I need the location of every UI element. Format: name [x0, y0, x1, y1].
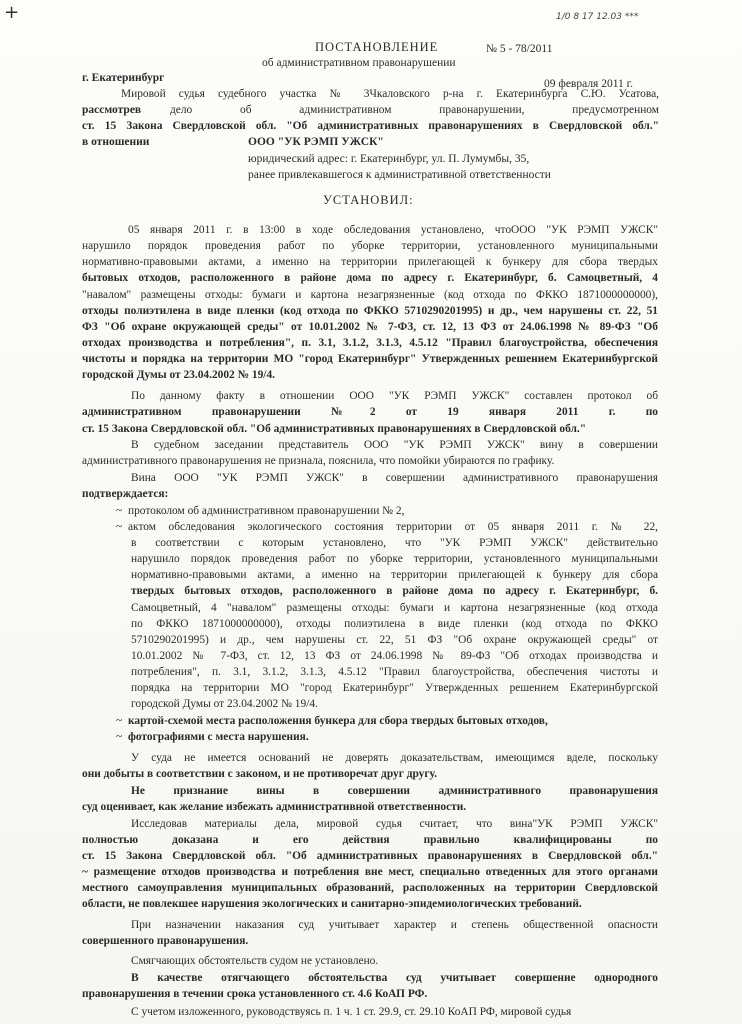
intro-regarding: в отношении: [82, 136, 150, 148]
p7-line: полностью доказана и его действия правильно квалифицированы по: [82, 834, 658, 846]
p10-line: В качестве отягчающего обстоятельства суд учитывает совершение однородного: [131, 972, 658, 984]
p1-line: бытовых отходов, расположенного в районе дома по адресу г. Екатеринбург, б. Самоцветный, 4: [82, 272, 658, 284]
p7-line: местного самоуправления муниципальных образований, расположенных на территории Свердловской: [82, 882, 658, 894]
p8-line: совершенного правонарушения.: [82, 935, 249, 947]
p1-line: отходы полиэтилена в виде пленки (код отхода по ФККО 5710290201995) и др., чем нарушены ст. 22, 51: [82, 305, 658, 317]
p2-line: административном правонарушении №2 от 19 января 2011 г. по: [82, 406, 658, 418]
p1-line: нормативно-правовыми актами, а именно на территории прилегающей к бункеру для сбора твердых: [82, 256, 658, 268]
list-item-act-line: в соответствии с которым установлено, что "УК РЭМП УЖСК" действительно: [131, 537, 658, 549]
margin-cross-mark: +: [4, 2, 20, 23]
list-item-map: картой-схемой места расположения бункера для сбора твердых бытовых отходов,: [128, 715, 548, 727]
p1-line: ФЗ "Об охране окружающей среды" от 10.01.2002 № 7-ФЗ, ст. 12, 13 ФЗ от 24.06.1998 № 89-ФЗ "Об: [82, 321, 658, 333]
p1-line: 05 января 2011 г. в 13:00 в ходе обследования установлено, чтоООО "УК РЭМП УЖСК": [128, 224, 658, 236]
p2-line: ст. 15 Закона Свердловской обл. "Об административных правонарушениях в Свердловской обл.": [82, 423, 587, 435]
p1-line: городской Думы от 23.04.2002 № 19/4.: [82, 369, 275, 381]
list-item-protocol: протоколом об административном правонарушении № 2,: [128, 505, 405, 517]
p1-line: "навалом" размещены отходы: бумаги и картона незагрязненные (код отхода по ФККО 1871000000000),: [82, 289, 658, 301]
p7-line: ст. 15 Закона Свердловской обл. "Об административных правонарушениях в Свердловской обл.": [82, 850, 658, 862]
organization-address: юридический адрес: г. Екатеринбург, ул. П. Лумумбы, 35,: [248, 153, 530, 165]
p4-line: подтверждается:: [82, 488, 169, 500]
p7-line: ~ размещение отходов производства и потребления вне мест, специально отведенных для этого органами: [82, 866, 658, 878]
p1-line: отходах производства и потребления", п. 3.1, 3.1.2, 3.1.3, 4.5.12 "Правил благоустройства, обеспечения: [82, 337, 658, 349]
document-subtitle: об административном правонарушении: [262, 57, 456, 69]
p5-line: У суда не имеется оснований не доверять доказательствам, имеющимся вделе, поскольку: [131, 752, 658, 764]
p2-line: По данному факту в отношении ООО "УК РЭМП УЖСК" составлен протокол об: [131, 390, 658, 402]
list-item-act-line: нормативно-правовыми актами, а именно на территории прилегающей к бункеру для сбора: [131, 569, 658, 581]
p1-line: чистоты и порядка на территории МО "город Екатеринбург" Утвержденных решением Екатеринбургской: [82, 353, 658, 365]
p7-line: области, не повлекшее нарушения экологических и санитарно-эпидемиологических требований.: [82, 898, 582, 910]
p11-line: С учетом изложенного, руководствуясь п. 1 ч. 1 ст. 29.9, ст. 29.10 КоАП РФ, мировой судья: [131, 1006, 572, 1018]
list-item-photos: фотографиями с места нарушения.: [128, 731, 309, 743]
p7-line: Исследовав материалы дела, мировой судья считает, что вина"УК РЭМП УЖСК": [131, 818, 658, 830]
intro-line-1: Мировой судья судебного участка № 3Чкаловского р-на г. Екатеринбурга С.Ю. Усатова,: [121, 88, 659, 100]
list-item-act-line: твердых бытовых отходов, расположенного в районе дома по адресу г. Екатеринбург, б.: [131, 585, 658, 597]
organization-name: ООО "УК РЭМП УЖСК": [248, 136, 384, 148]
p5-line: они добыты в соответствии с законом, и не противоречат друг другу.: [82, 768, 437, 780]
city: г. Екатеринбург: [82, 72, 165, 84]
p3-line: В судебном заседании представитель ООО "УК РЭМП УЖСК" вину в совершении: [131, 439, 658, 451]
intro-considered: рассмотрев: [82, 104, 142, 116]
list-item-act-line: потребления", п. 3.1, 3.1.2, 3.1.3, 4.5.12 "Правил благоустройства, обеспечения чистоты и: [131, 666, 658, 678]
document-number: № 5 - 78/2011: [486, 43, 553, 55]
p9-line: Смягчающих обстоятельств судом не установлено.: [131, 955, 379, 967]
list-item-act-line: 10.01.2002 № 7-ФЗ, ст. 12, 13 ФЗ от 24.06.1998 № 89-ФЗ "Об отходах производства и: [131, 650, 658, 662]
p6-line: Не признание вины в совершении административного правонарушения: [131, 785, 658, 797]
list-item-act-line: Самоцветный, 4 "навалом" размещены отходы: бумаги и картона незагрязненные (код отхода: [131, 602, 658, 614]
intro-line-3: ст. 15 Закона Свердловской обл. "Об административных правонарушениях в Свердловской обл.": [82, 120, 659, 132]
p8-line: При назначении наказания суд учитывает характер и степень общественной опасности: [131, 919, 658, 931]
document-title: ПОСТАНОВЛЕНИЕ: [315, 40, 439, 54]
list-item-act-line: нарушило порядок проведения работ по уборке территории, установленного муниципальными: [131, 553, 658, 565]
list-item-act-line: порядка на территории МО "город Екатеринбург" Утвержденных решением Екатеринбургской: [131, 682, 658, 694]
list-item-act: актом обследования экологического состояния территории от 05 января 2011 г. № 22,: [128, 521, 658, 533]
handwritten-note: 1/0 8 17 12.03 ***: [556, 12, 639, 22]
p1-line: нарушило порядок проведения работ по уборке территории, установленного муниципальными: [82, 240, 658, 252]
p10-line: правонарушения в течении срока установленного ст. 4.6 КоАП РФ.: [82, 988, 428, 1000]
list-item-act-line: городской Думы от 23.04.2002 № 19/4.: [131, 698, 318, 710]
prior-liability: ранее привлекавшегося к административной ответственности: [248, 169, 551, 181]
list-item-act-line: по ФККО 1871000000000), отходы полиэтилена в виде пленки (код отхода по ФККО: [131, 618, 658, 630]
document-date: 09 февраля 2011 г.: [544, 78, 633, 90]
p6-line: суд оценивает, как желание избежать административной ответственности.: [82, 801, 467, 813]
p3-line: административного правонарушения не признала, пояснила, что помойки убираются по графику.: [82, 455, 555, 467]
p4-line: Вина ООО "УК РЭМП УЖСК" в совершении административного правонарушения: [131, 472, 658, 484]
document-page: + 1/0 8 17 12.03 *** ПОСТАНОВЛЕНИЕ № 5 - 78/2011 об административном правонарушении г. Екатеринбург 09 февраля 2011 г. Мировой судья судебного участка № 3Чкаловского р-на г. Екатеринбурга С.Ю. Усатова, рассмотрев дело об административном правонарушении, предусмотренном ст. 15 Закона Свердловской обл. "Об административных правонарушениях в Свердловской обл." в отношении ООО "УК РЭМП УЖСК" юридический адрес: г. Екатеринбург, ул. П. Лумумбы, 35, ранее привлекавшегося к административной ответственности УСТАНОВИЛ: 05 января 2011 г. в 13:00 в ходе обследования установлено, чтоООО "УК РЭМП УЖСК" нарушило порядок проведения работ по уборке территории, установленного муниципальными нормативно-правовыми актами, а именно на территории прилегающей к бункеру для сбора твердых бытовых отходов, расположенного в районе дома по адресу г. Екатеринбург, б. Самоцветный, 4 "навалом" размещены отходы: бумаги и картона незагрязненные (код отхода по ФККО 1871000000000), отходы полиэтилена в виде пленки (код отхода по ФККО 5710290201995) и др., чем нарушены ст. 22, 51 ФЗ "Об охране окружающей среды" от 10.01.2002 № 7-ФЗ, ст. 12, 13 ФЗ от 24.06.1998 № 89-ФЗ "Об отходах производства и потребления", п. 3.1, 3.1.2, 3.1.3, 4.5.12 "Правил благоустройства, обеспечения чистоты и порядка на территории МО "город Екатеринбург" Утвержденных решением Екатеринбургской городской Думы от 23.04.2002 № 19/4. По данному факту в отношении ООО "УК РЭМП УЖСК" составлен протокол об административном правонарушении №2 от 19 января 2011 г. по ст. 15 Закона Свердловской обл. "Об административных правонарушениях в Свердловской обл." В судебном заседании представитель ООО "УК РЭМП УЖСК" вину в совершении административного правонарушения не признала, пояснила, что помойки убираются по графику. Вина ООО "УК РЭМП УЖСК" в совершении административного правонарушения подтверждается: ~ протоколом об административном правонарушении № 2, ~ актом обследования экологического состояния территории от 05 января 2011 г. № 22, в соответствии с которым установлено, что "УК РЭМП УЖСК" действительно нарушило порядок проведения работ по уборке территории, установленного муниципальными нормативно-правовыми актами, а именно на территории прилегающей к бункеру для сбора твердых бытовых отходов, расположенного в районе дома по адресу г. Екатеринбург, б. Самоцветный, 4 "навалом" размещены отходы: бумаги и картона незагрязненные (код отхода по ФККО 1871000000000), отходы полиэтилена в виде пленки (код отхода по ФККО 5710290201995) и др., чем нарушены ст. 22, 51 ФЗ "Об охране окружающей среды" от 10.01.2002 № 7-ФЗ, ст. 12, 13 ФЗ от 24.06.1998 № 89-ФЗ "Об отходах производства и потребления", п. 3.1, 3.1.2, 3.1.3, 4.5.12 "Правил благоустройства, обеспечения чистоты и порядка на территории МО "город Екатеринбург" Утвержденных решением Екатеринбургской городской Думы от 23.04.2002 № 19/4. ~ картой-схемой места расположения бункера для сбора твердых бытовых отходов, ~ фотографиями с места нарушения. У суда не имеется оснований не доверять доказательствам, имеющимся вделе, поскольку они добыты в соответствии с законом, и не противоречат друг другу. Не признание вины в совершении административного правонарушения суд оценивает, как желание избежать административной ответственности. Исследовав материалы дела, мировой судья считает, что вина"УК РЭМП УЖСК" полностью доказана и его действия правильно квалифицированы по ст. 15 Закона Свердловской обл. "Об административных правонарушениях в Свердловской обл." ~ размещение отходов производства и потребления вне мест, специально отведенных для этого органами местного самоуправления муниципальных образований, расположенных на территории Свердловской области, не повлекшее нарушения экологических и санитарно-эпидемиологических требований. При назначении наказания суд учитывает характер и степень общественной опасности совершенного правонарушения. Смягчающих обстоятельств судом не установлено. В качестве отягчающего обстоятельства суд учитывает совершение однородного правонарушения в течении срока установленного ст. 4.6 КоАП РФ. С учетом изложенного, руководствуясь п. 1 ч. 1 ст. 29.9, ст. 29.10 КоАП РФ, мировой судья: [0, 0, 742, 1024]
intro-line-2: дело об административном правонарушении, предусмотренном: [170, 104, 659, 116]
section-title: УСТАНОВИЛ:: [323, 193, 414, 207]
list-item-act-line: 5710290201995) и др., чем нарушены ст. 22, 51 ФЗ "Об охране окружающей среды" от: [131, 634, 658, 646]
